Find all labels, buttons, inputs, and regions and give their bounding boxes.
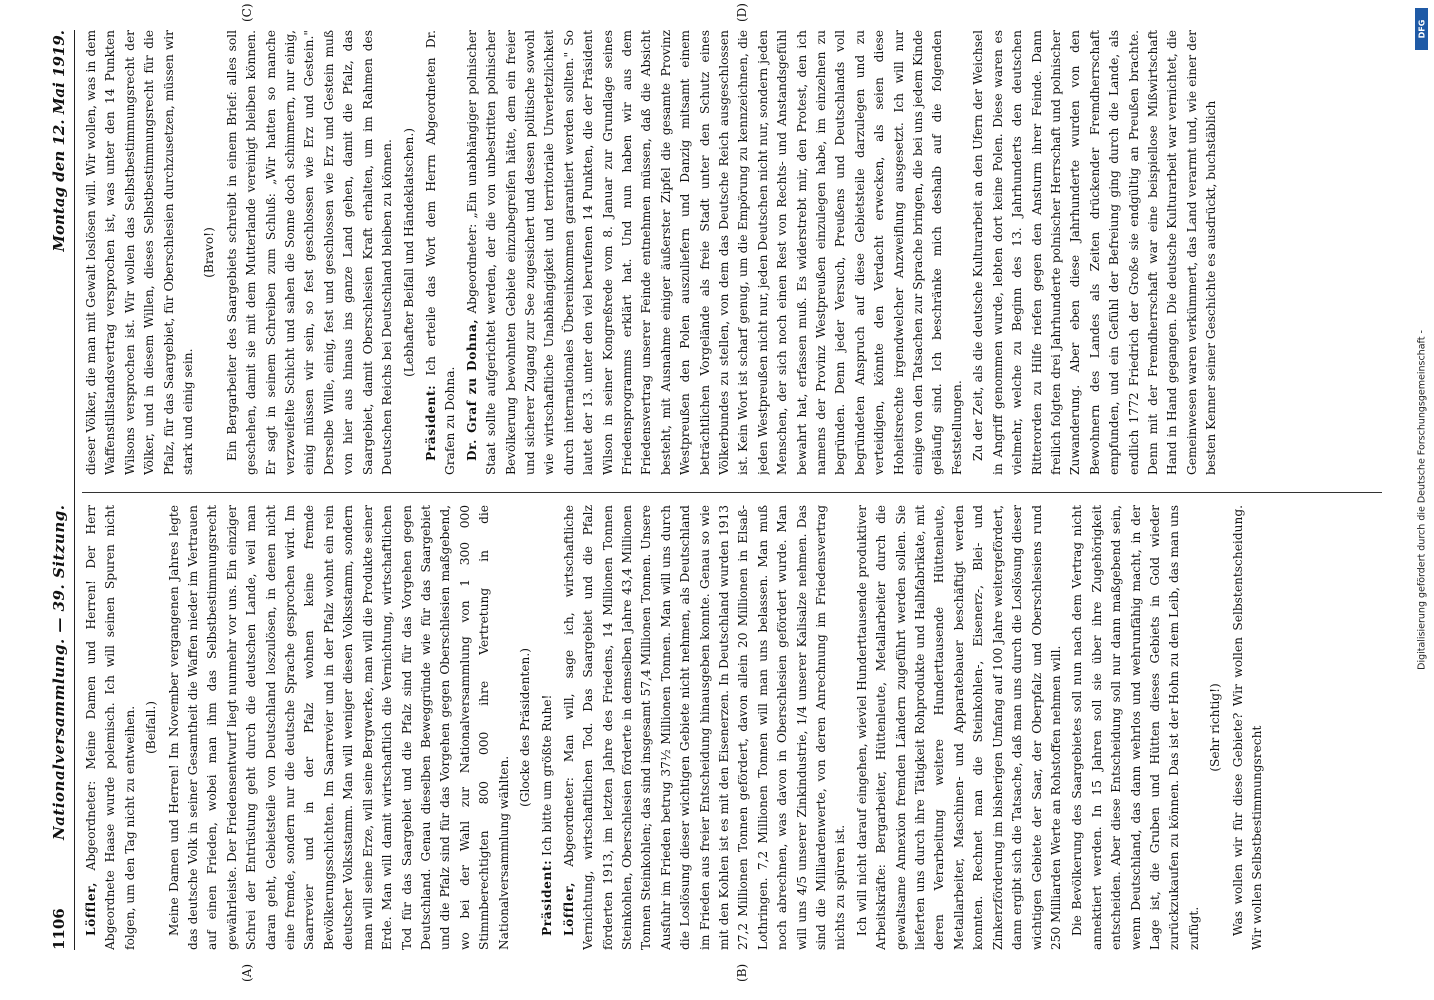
speech-paragraph: Ein Bergarbeiter des Saargebiets schreibt in einem Brief: alles soll geschehen, damit sie mit dem Mutterlande vereinigt bleiben können. Er sagt in seinem Schreiben zum Schluß: „Wir hatten so manche verzweifelte Schicht und sahen die Sonne doch schimmern, nur einig, einig müssen wir sein, so fest geschlossen wie Erz und Gestein." Derselbe Wille, einig, fest und geschlossen wie Erz und Gestein muß von hier aus hinaus ins ganze Land gehen, damit die Pfalz, das Saargebiet, damit Oberschlesien Kraft erhalten, um im Rahmen des Deutschen Reichs bei Deutschland bleiben zu können. <box>224 30 395 475</box>
margin-marker-d: (D) <box>735 3 749 22</box>
speech-paragraph: Meine Damen und Herren! Im November vergangenen Jahres legte das deutsche Volk in seiner Gesamtheit die Waffen nieder im Vertrauen auf einen Frieden, wobei man ihm das Selbstbestimmungsrecht gewährleiste. Der Friedensentwurf liegt nunmehr vor uns. Ein einziger Schrei der Entrüstung geht durch die deutschen Lande, weil man daran geht, Gebietsteile von Deutschland loszulösen, in denen nicht eine fremde, sondern nur die deutsche Sprache gesprochen wird. Im Saarrevier und in der Pfalz wohnen keine fremde Bevölkerungsschichten. Im Saarrevier und in der Pfalz wohnt ein rein deutscher Volksstamm. Man will weniger diesen Volksstamm, sondern man will seine Erze, will seine Bergwerke, man will die Produkte seiner Erde. Man will damit wirtschaftlich die Vernichtung, wirtschaftlichen Tod für das Saargebiet und die Pfalz sind für das Vorgehen gegen Deutschland. Genau dieselben Beweggründe wie für das Saargebiet und die Pfalz sind für das Vorgehen gegen Oberschlesien maßgebend, wo bei der Wahl zur Nationalversammlung von 1 300 000 Stimmberechtigten 800 000 ihre Vertretung in die Nationalversammlung wählten. <box>166 505 511 950</box>
column-divider <box>82 492 1382 493</box>
credit-text: Digitalisierung gefördert durch die Deutsche Forschungsgemeinschaft - <box>1416 330 1428 670</box>
speaker-name: Präsident: <box>423 384 438 461</box>
speaker-name: Löffler, <box>84 881 98 936</box>
stage-note: (Lebhafter Beifall und Händeklatschen.) <box>401 128 416 378</box>
stage-note: (Beifall.) <box>144 700 159 755</box>
right-column <box>82 30 1382 475</box>
header-date: Montag den 12. Mai 1919. <box>50 30 68 252</box>
speech-text: Abgeordneter: Man will, sage ich, wirtschaftliche Vernichtung, wirtschaftlichen Tod. Das Saargebiet und die Pfalz förderten 1913, im letzten Jahre des Friedens, 14 Millionen Tonnen Steinkohlen, Oberschlesien förderte in demselben Jahre 43,4 Millionen Tonnen Steinkohlen; das sind insgesamt 57,4 Millionen Tonnen. Unsere Ausfuhr im Frieden betrug 37½ Millionen Tonnen. Man will uns durch die Loslösung dieser wichtigen Gebiete nicht nehmen, als Deutschland im Frieden aus freier Entscheidung hinausgeben konnte. Genau so wie mit den Kohlen ist es mit den Eisenerzen. In Deutschland wurden 1913 27,2 Millionen Tonnen gefördert, davon allein 20 Millionen in Elsaß-Lothringen. 7,2 Millionen Tonnen will man uns belassen. Man muß noch abrechnen, was davon in Oberschlesien gefördert wurde. Man will uns 4/5 unserer Zinkindustrie, 1/4 unserer Kalisalze nehmen. Das sind die Milliardenwerte, von deren Anrechnung im Friedensvertrag nichts zu spüren ist. <box>561 505 848 950</box>
dfg-logo-text: DFG <box>1417 19 1426 39</box>
margin-marker-b: (B) <box>735 963 749 982</box>
speaker-name: Dr. Graf zu Dohna, <box>464 318 479 461</box>
speech-text: Abgeordneter: Meine Damen und Herren! Der Herr Abgeordnete Haase wurde polemisch. Ich will seinen Spuren nicht folgen, um den Tag nicht zu entweihen. <box>84 505 137 950</box>
digitization-credit <box>1414 60 1430 940</box>
stage-note: (Sehr richtig!) <box>1208 683 1223 772</box>
header-title: Nationalversammlung. — 39. Sitzung. <box>50 504 68 840</box>
speech-paragraph: Die Bevölkerung des Saargebietes soll nun nach dem Vertrag nicht annektiert werden. In 15 Jahren soll sie über ihre Zugehörigkeit entscheiden. Aber diese Entscheidung soll nur dann maßgebend sein, wenn Deutschland, das dann wehrlos und wehrunfähig macht, in der Lage ist, die Gruben und Hütten dieses Gebiets in Gold wieder zurückzukaufen zu können. Das ist der Hohn zu dem Leib, das man uns zufügt. <box>1070 505 1201 950</box>
speech-paragraph: dieser Völker, die man mit Gewalt loslösen will. Wir wollen, was in dem Waffenstillstandsvertrag versprochen ist, was unter den 14 Punkten Wilsons versprochen ist. Wir wollen das Selbstbestimmungsrecht der Völker, und in diesem Willen, dieses Selbstbestimmungsrecht für die Pfalz, für das Saargebiet, für Oberschlesien durchzusetzen, müssen wir stark und einig sein. <box>84 30 196 475</box>
dfg-logo <box>1415 8 1428 50</box>
stage-note: (Glocke des Präsidenten.) <box>517 647 532 808</box>
speech-paragraph: Ich will nicht darauf eingehen, wieviel Hunderttausende produktiver Arbeitskräfte: Bergarbeiter, Hüttenleute, Metallarbeiter durch die gewaltsame Annexion fremden Ländern zugeführt werden sollen. Sie lieferten uns durch ihre Tätigkeit Rohprodukte und Halbfabrikate, mit deren Verarbeitung weitere Hunderttausende Hüttenleute, Metallarbeiter, Maschinen- und Apparatebauer beschäftigt werden konnten. Rechnet man die Steinkohlen-, Eisenerz-, Blei- und Zinkerzförderung im bisherigen Umfang auf 100 Jahre weitergefördert, dann ergibt sich die Tatsache, daß man uns durch die Loslösung dieser wichtigen Gebiete der Saar, der Oberpfalz und Oberschlesiens rund 250 Milliarden Werte an Rohstoffen nehmen will. <box>854 505 1063 950</box>
speaker-name: Löffler, <box>561 881 576 936</box>
speaker-name: Präsident: <box>540 859 555 936</box>
margin-marker-c: (C) <box>240 3 254 22</box>
left-column <box>82 505 1382 950</box>
speech-text: Ich erteile das Wort dem Herrn Abgeordneten Dr. Grafen zu Dohna. <box>423 30 458 475</box>
speech-paragraph: Was wollen wir für diese Gebiete? Wir wollen Selbstentscheidung. Wir wollen Selbstbestimmungsrecht <box>1230 505 1264 950</box>
stage-note: (Bravo!) <box>202 227 217 278</box>
page-number: 1106 <box>50 908 68 950</box>
speech-paragraph: Zu der Zeit, als die deutsche Kulturarbeit an den Ufern der Weichsel in Angriff genommen wurde, lebten dort keine Polen. Diese waren es vielmehr, welche zu Beginn des 13. Jahrhunderts den deutschen Ritterorden zu Hilfe riefen gegen den Ansturm ihrer Feinde. Dann freilich folgten drei Jahrhunderte polnischer Herrschaft und polnischer Zuwanderung. Aber eben diese Jahrhunderte wurden von den Bewohnern des Landes als Zeiten drückender Fremdherrschaft empfunden, und ein Gefühl der Befreiung ging durch die Lande, als endlich 1772 Friedrich der Große sie endgültig an Preußen brachte. Denn mit der Fremdherrschaft war eine beispiellose Mißwirtschaft Hand in Hand gegangen. Die deutsche Kulturarbeit war vernichtet, die Gemeinwesen waren verkümmert, das Land verarmt und, wie einer der besten Kenner seiner Geschichte es ausdrückt, buchstäblich <box>971 30 1219 475</box>
margin-marker-a: (A) <box>240 963 254 982</box>
speech-text: Abgeordneter: „Ein unabhängiger polnischer Staat sollte aufgerichtet werden, der die von unbestritten polnischer Bevölkerung bewohnten Gebiete einzubegreifen hätte, dem ein freier und sicherer Zugang zur See zugesichert und dessen politische sowohl wie wirtschaftliche Unabhängigkeit und territoriale Unverletzlichkeit durch internationales Übereinkommen garantiert werden sollten." So lautet der 13. unter den viel berufenen 14 Punkten, die der Präsident Wilson in seiner Kongreßrede vom 8. Januar zur Grundlage seines Friedensprogramms erklärt hat. Und nun haben wir aus dem Friedensvertrag unserer Feinde entnehmen müssen, daß die Absicht besteht, mit Ausnahme einiger äußerster Zipfel die gesamte Provinz Westpreußen den Polen auszuliefern und Danzig mitsamt einem beträchtlichen Vorgelände als freie Stadt unter den Schutz eines Völkerbundes zu stellen, von dem das Deutsche Reich ausgeschlossen ist. Kein Wort ist scharf genug, um die Empörung zu kennzeichnen, die jeden Westpreußen nicht nur, jeden Deutschen nicht nur, sondern jeden Menschen, der sich noch einen Rest von Rechts- und Anstandsgefühl bewahrt hat, erfassen muß. Es widerstrebt mir, den Protest, den ich namens der Provinz Westpreußen einzulegen habe, im einzelnen zu begründen. Denn jeder Versuch, Preußens und Deutschlands voll begründeten Anspruch auf diese Gebietsteile darzulegen und zu verteidigen, könnte den Verdacht erwecken, als seien diese Hoheitsrechte irgendwelcher Anzweiflung ausgesetzt. Ich will nur einige von den Tatsachen zur Sprache bringen, die bei uns jedem Kinde geläufig sind. Ich beschränke mich deshalb auf die folgenden Feststellungen. <box>464 30 964 475</box>
page-header <box>48 30 75 950</box>
speech-text: Ich bitte um größte Ruhe! <box>540 694 555 856</box>
